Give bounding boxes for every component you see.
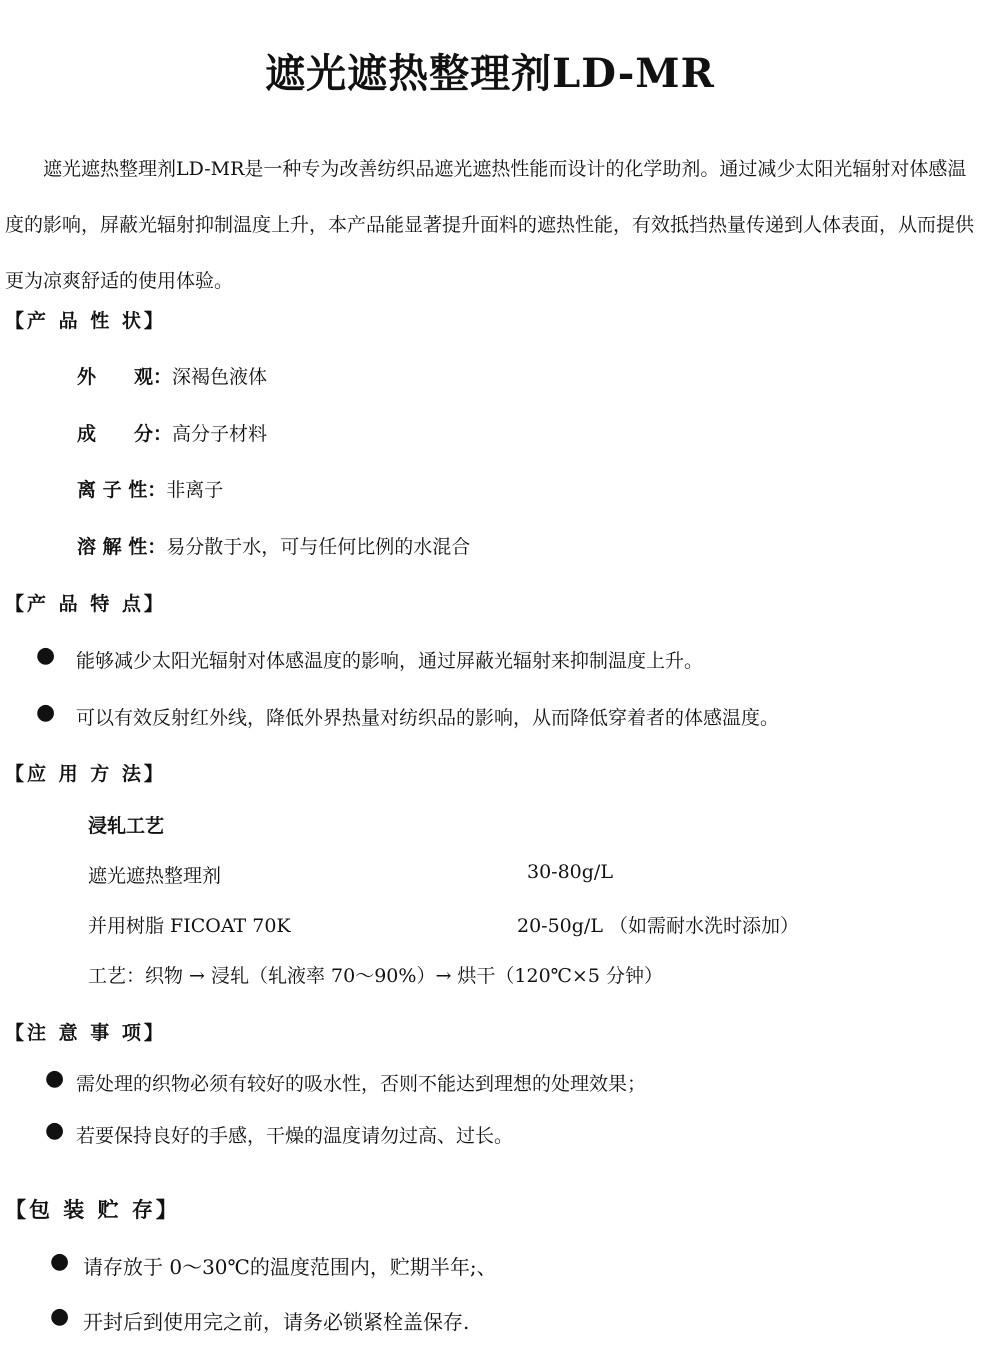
section-heading-notes: 【注 意 事 项】 (5, 1022, 166, 1044)
property-value: 易分散于水，可与任何比例的水混合 (166, 536, 471, 558)
bullet-icon: ● (45, 1118, 65, 1143)
intro-text: 遮光遮热整理剂LD-MR是一种专为改善纺织品遮光遮热性能而设计的化学助剂。通过减少太阳光辐射对体感温度的影响，屏蔽光辐射抑制温度上升，本产品能显著提升面料的遮热性能，有效抵挡热量传递到人体表面，从而提供更为凉爽舒适的使用体验。 (5, 158, 975, 292)
property-value: 深褐色液体 (172, 366, 268, 388)
note-item: 需处理的织物必须有较好的吸水性，否则不能达到理想的处理效果； (76, 1073, 647, 1095)
note-item: 若要保持良好的手感，干燥的温度请勿过高、过长。 (76, 1125, 514, 1147)
page-title: 遮光遮热整理剂LD-MR (265, 50, 715, 97)
property-value: 非离子 (166, 479, 224, 501)
intro-paragraph (5, 141, 980, 309)
property-row (77, 532, 470, 559)
storage-item: 请存放于 0～30℃的温度范围内，贮期半年;、 (83, 1255, 497, 1279)
recipe-dose: 20-50g/L （如需耐水洗时添加） (517, 915, 799, 937)
bullet-icon: ● (36, 700, 56, 725)
property-label: 离 子 性： (77, 479, 167, 501)
recipe-dose: 30-80g/L (527, 861, 613, 883)
bullet-icon: ● (36, 643, 56, 668)
property-label: 外 观： (77, 366, 173, 388)
storage-item: 开封后到使用完之前，请务必锁紧栓盖保存. (83, 1310, 470, 1334)
property-row (77, 419, 267, 446)
section-heading-features: 【产 品 特 点】 (5, 593, 166, 615)
bullet-icon: ● (50, 1249, 70, 1274)
recipe-name: 并用树脂 FICOAT 70K (88, 915, 291, 937)
property-row (77, 475, 223, 502)
bullet-icon: ● (50, 1304, 70, 1329)
feature-item: 可以有效反射红外线，降低外界热量对纺织品的影响，从而降低穿着者的体感温度。 (76, 707, 780, 729)
property-label: 溶 解 性： (77, 536, 167, 558)
feature-item: 能够减少太阳光辐射对体感温度的影响，通过屏蔽光辐射来抑制温度上升。 (76, 650, 704, 672)
property-label: 成 分： (77, 423, 173, 445)
section-heading-properties: 【产 品 性 状】 (5, 310, 166, 332)
recipe-name: 遮光遮热整理剂 (88, 865, 222, 887)
process-steps: 工艺：织物 → 浸轧（轧液率 70～90%）→ 烘干（120℃×5 分钟） (88, 965, 663, 987)
property-row (77, 362, 267, 389)
process-title: 浸轧工艺 (88, 815, 165, 837)
section-heading-storage: 【包 装 贮 存】 (5, 1197, 180, 1222)
section-heading-application: 【应 用 方 法】 (5, 763, 166, 785)
bullet-icon: ● (45, 1066, 65, 1091)
property-value: 高分子材料 (172, 423, 268, 445)
